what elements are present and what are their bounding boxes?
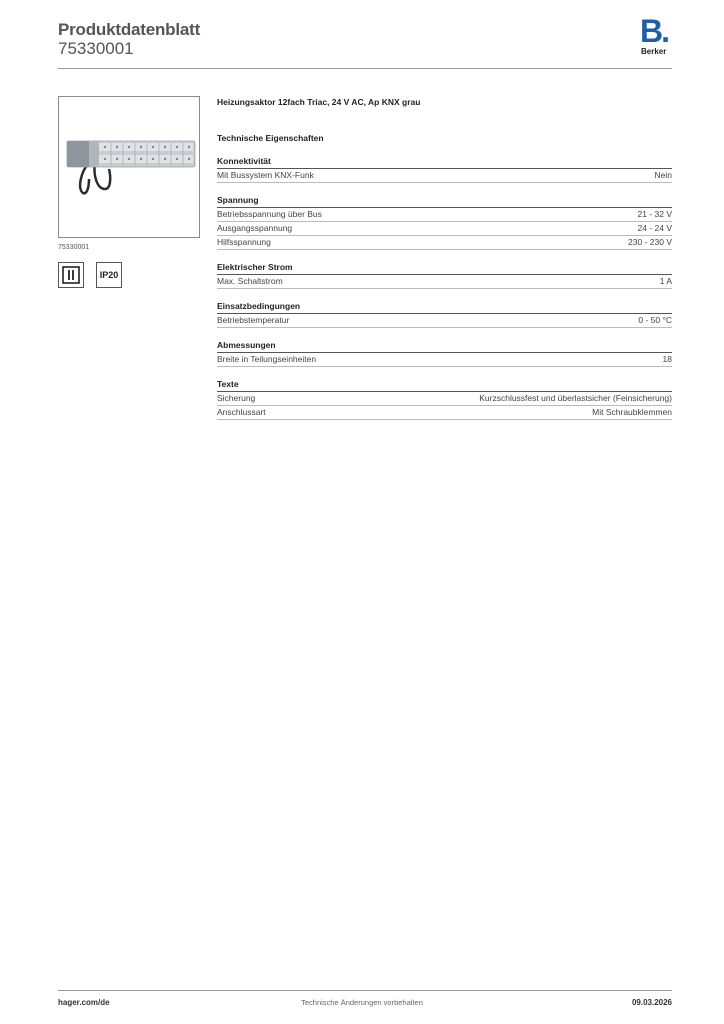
section-title: Spannung (217, 195, 672, 208)
spec-sections (217, 156, 672, 420)
tech-properties-title: Technische Eigenschaften (217, 133, 324, 143)
section-title: Abmessungen (217, 340, 672, 353)
spec-value: Kurzschlussfest und überlastsicher (Feinsicherung) (479, 393, 672, 403)
spec-value: 18 (662, 354, 672, 364)
spec-row (217, 169, 672, 183)
protection-class-2-icon (58, 262, 84, 288)
section-title: Elektrischer Strom (217, 262, 672, 275)
ip-rating-badge: IP20 (96, 262, 122, 288)
spec-section (217, 340, 672, 367)
spec-value: 0 - 50 °C (638, 315, 672, 325)
spec-row (217, 222, 672, 236)
section-title: Einsatzbedingungen (217, 301, 672, 314)
spec-label: Betriebsspannung über Bus (217, 209, 322, 219)
footer-divider (58, 990, 672, 991)
footer-disclaimer: Technische Änderungen vorbehalten (301, 998, 423, 1007)
spec-content (217, 96, 672, 420)
spec-value: Mit Schraubklemmen (592, 407, 672, 417)
product-image (58, 96, 200, 238)
spec-row (217, 208, 672, 222)
spec-section (217, 301, 672, 328)
spec-label: Breite in Teilungseinheiten (217, 354, 317, 364)
logo-mark: B. (640, 13, 668, 49)
image-caption: 75330001 (58, 244, 90, 251)
spec-section (217, 195, 672, 250)
header-divider (58, 68, 672, 69)
spec-row (217, 314, 672, 328)
spec-row (217, 236, 672, 250)
spec-section (217, 262, 672, 289)
spec-row (217, 392, 672, 406)
footer-date: 09.03.2026 (631, 998, 672, 1007)
spec-row (217, 406, 672, 420)
spec-section (217, 156, 672, 183)
product-name: Heizungsaktor 12fach Triac, 24 V AC, Ap KNX grau (217, 97, 421, 107)
heating-actuator-picture (59, 97, 199, 237)
spec-section (217, 379, 672, 420)
spec-value: 24 - 24 V (637, 223, 672, 233)
section-title: Texte (217, 379, 672, 392)
section-title: Konnektivität (217, 156, 672, 169)
footer-website[interactable]: hager.com/de (58, 998, 110, 1007)
spec-label: Mit Bussystem KNX-Funk (217, 170, 314, 180)
berker-logo (640, 13, 674, 56)
spec-label: Sicherung (217, 393, 256, 403)
spec-value: 230 - 230 V (628, 237, 672, 247)
spec-label: Ausgangsspannung (217, 223, 293, 233)
spec-label: Hilfsspannung (217, 237, 271, 247)
spec-row (217, 275, 672, 289)
product-number: 75330001 (58, 39, 134, 58)
spec-row (217, 353, 672, 367)
spec-value: 21 - 32 V (637, 209, 672, 219)
spec-value: Nein (654, 170, 672, 180)
spec-value: 1 A (659, 276, 672, 286)
spec-label: Anschlussart (217, 407, 266, 417)
spec-label: Max. Schaltstrom (217, 276, 283, 286)
page-title: Produktdatenblatt (58, 20, 201, 39)
spec-label: Betriebstemperatur (217, 315, 290, 325)
logo-text: Berker (641, 47, 667, 56)
